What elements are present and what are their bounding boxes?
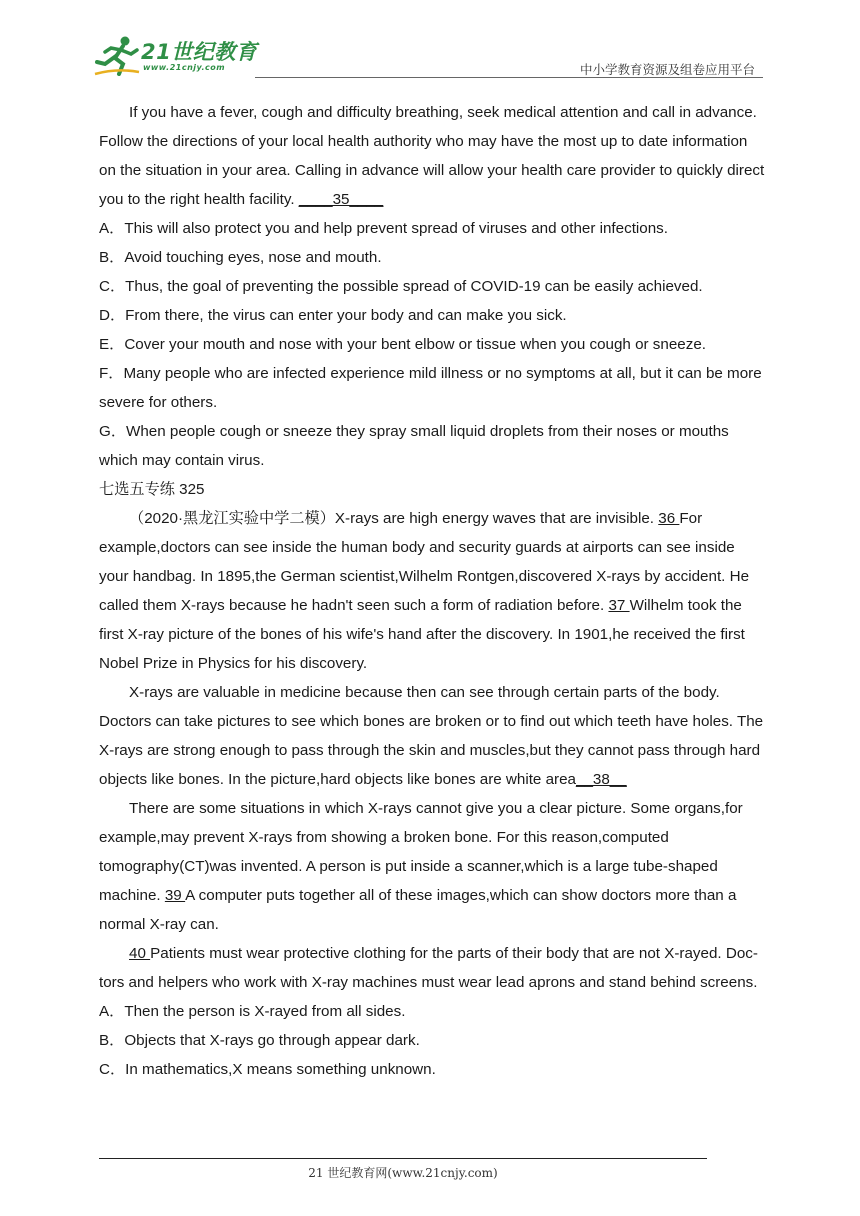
blank-39: 39 xyxy=(164,887,186,904)
source-note: （2020·黑龙江实验中学二模） xyxy=(129,510,335,527)
page-footer: 21 世纪教育网(www.21cnjy.com) xyxy=(308,1166,498,1180)
paragraph-2 xyxy=(99,504,765,678)
page-header xyxy=(93,30,763,80)
blank-38: __38__ xyxy=(576,771,627,788)
header-divider xyxy=(255,77,763,78)
section-title: 七选五专练 325 xyxy=(99,481,205,498)
logo-url: www.21cnjy.com xyxy=(143,63,226,72)
option-a: A．This will also protect you and help prevent spread of viruses and other infections. xyxy=(99,220,668,237)
platform-name: 中小学教育资源及组卷应用平台 xyxy=(579,62,755,77)
option-f: F．Many people who are infected experience mild illness or no symptoms at all, but it can be more severe for others. xyxy=(99,365,762,411)
document-body xyxy=(99,98,765,1084)
paragraph-3-text: X-rays are valuable in medicine because then can see through certain parts of the body. Doctors can take pictures to see which bones are broken or to find out which teeth have holes. The X-rays are strong enough to pass through the skin and muscles,but they cannot pass through hard objects like bones. In the picture,hard objects like bones are white area xyxy=(99,684,764,788)
footer-divider xyxy=(99,1158,707,1159)
paragraph-1 xyxy=(99,98,765,214)
runner-logo-icon xyxy=(93,34,141,76)
paragraph-4 xyxy=(99,794,765,939)
logo-text: 21世纪教育 xyxy=(141,40,258,64)
paragraph-5-text: Patients must wear protective clothing for the parts of their body that are not X-rayed. Doc- tors and helpers who work with X-ray machines must wear lead aprons and stand behind screens. xyxy=(99,945,758,991)
option2-c: C．In mathematics,X means something unknown. xyxy=(99,1061,436,1078)
paragraph-3 xyxy=(99,678,765,794)
paragraph-2-text-c: Wilhelm took the first X-ray picture of the bones of his wife's hand after the discovery. In 1901,he received the first Nobel Prize in Physics for his discovery. xyxy=(99,597,745,672)
blank-37: 37 xyxy=(608,597,630,614)
option-c: C．Thus, the goal of preventing the possible spread of COVID-19 can be easily achieved. xyxy=(99,278,703,295)
paragraph-4-text-b: A computer puts together all of these images,which can show doctors more than a normal X-ray can. xyxy=(99,887,737,933)
option-b: B．Avoid touching eyes, nose and mouth. xyxy=(99,249,382,266)
blank-36: 36 xyxy=(658,510,680,527)
option-d: D．From there, the virus can enter your body and can make you sick. xyxy=(99,307,567,324)
option-e: E．Cover your mouth and nose with your bent elbow or tissue when you cough or sneeze. xyxy=(99,336,706,353)
paragraph-4-text-a: There are some situations in which X-rays cannot give you a clear picture. Some organs,for example,may prevent X-rays from showing a broken bone. For this reason,computed tomography(CT)was invented. A person is put inside a scanner,which is a large tube-shaped machine. xyxy=(99,800,743,904)
paragraph-2-text-a: X-rays are high energy waves that are invisible. xyxy=(334,510,659,527)
paragraph-1-text: If you have a fever, cough and difficulty breathing, seek medical attention and call in advance. Follow the directions of your local health authority who may have the most up to date information on the situation in your area. Calling in advance will allow your health care provider to quickly direct you to the right health facility. xyxy=(99,104,765,208)
blank-35: ____35____ xyxy=(298,191,384,208)
site-logo xyxy=(93,34,263,76)
paragraph-5 xyxy=(99,939,765,997)
option2-a: A．Then the person is X-rayed from all sides. xyxy=(99,1003,406,1020)
paragraph-2-text-b: For example,doctors can see inside the human body and security guards at airports can see inside your handbag. In 1895,the German scientist,Wilhelm Rontgen,discovered X-rays by accident. He called them X-rays because he hadn't seen such a form of radiation before. xyxy=(99,510,750,614)
option2-b: B．Objects that X-rays go through appear dark. xyxy=(99,1032,420,1049)
blank-40: 40 xyxy=(129,945,151,962)
option-g: G．When people cough or sneeze they spray small liquid droplets from their noses or mouths which may contain virus. xyxy=(99,423,729,469)
